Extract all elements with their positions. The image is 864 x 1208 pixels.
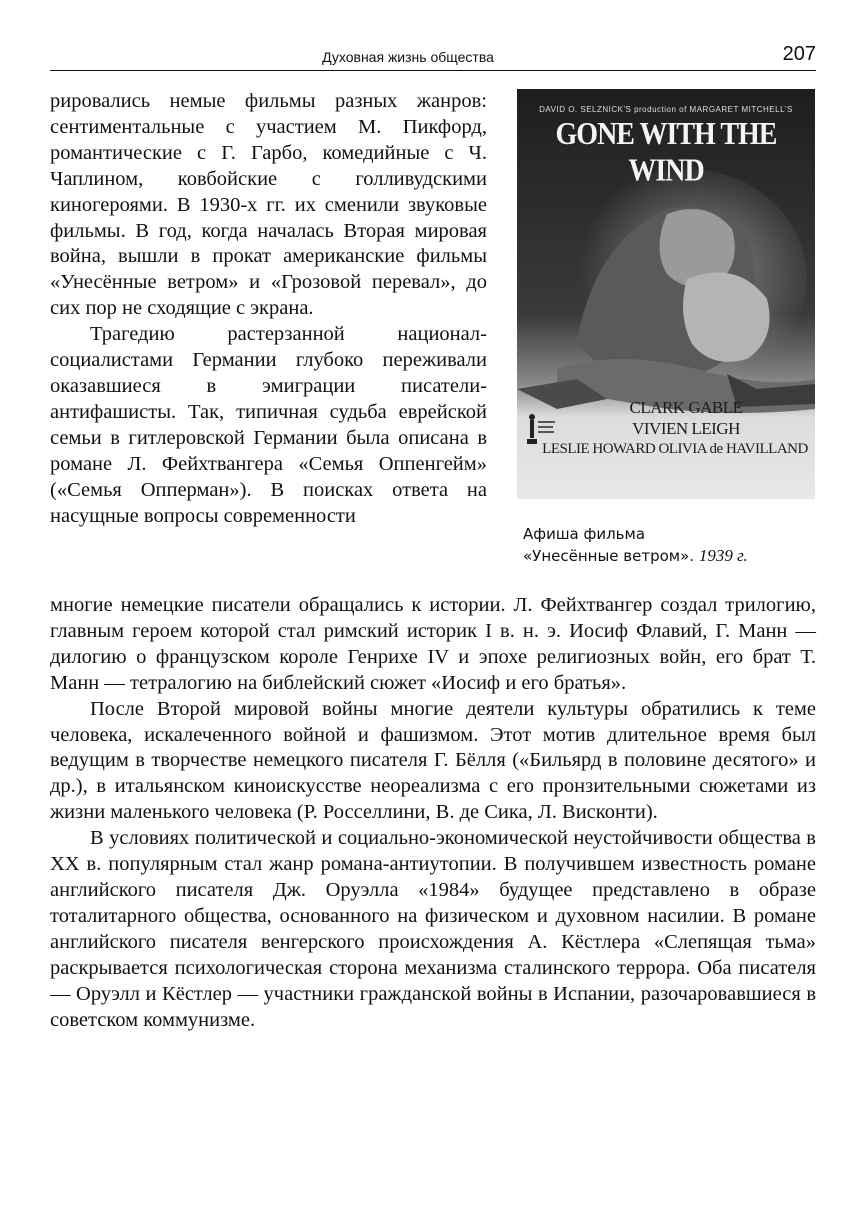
running-header bbox=[50, 40, 816, 71]
figure bbox=[517, 89, 817, 579]
poster-credit-line: DAVID O. SELZNICK'S production of MARGARET MITCHELL'S bbox=[539, 105, 793, 114]
poster-cast-name: LESLIE HOWARD OLIVIA de HAVILLAND bbox=[542, 441, 808, 457]
page-number: 207 bbox=[782, 43, 816, 65]
caption-year: 1939 г. bbox=[698, 546, 748, 565]
running-header-title: Духовная жизнь общества bbox=[322, 49, 494, 65]
body-text-narrow-column bbox=[50, 89, 487, 529]
movie-poster-image bbox=[517, 89, 815, 499]
caption-title: «Унесённые ветром». bbox=[523, 547, 695, 565]
caption-line bbox=[523, 545, 813, 567]
paragraph: многие немецкие писатели обращались к истории. Л. Фейхтвангер создал трилогию, главным героем которой стал римский историк I в. н. э. Иосиф Флавий, Г. Манн — дилогию о французском короле Генрихе IV и эпохе религиозных войн, его брат Т. Манн — тетралогию на библейский сюжет «Иосиф и его братья». bbox=[50, 594, 816, 694]
paragraph: рировались немые фильмы разных жанров: сентиментальные с участием М. Пикфорд, романтические с Г. Гарбо, комедийные с Ч. Чаплином, ковбойские с голливудскими киногероями. В 1930-х гг. их сменили звуковые фильмы. В год, когда началась Вторая мировая война, вышли в прокат американские фильмы «Унесённые ветром» и «Грозовой перевал», до сих пор не сходящие с экрана. bbox=[50, 90, 487, 320]
poster-title: GONE WITH THE WIND bbox=[555, 116, 777, 189]
poster-cast bbox=[517, 397, 815, 460]
paragraph: Трагедию растерзанной национал-социалистами Германии глубоко переживали оказавшиеся в эмиграции писатели-антифашисты. Так, типичная судьба еврейской семьи в гитлеровской Германии была описана в романе Л. Фейхтвангера «Семья Оппенгейм» («Семья Опперман»). В поисках ответа на насущные вопросы современности bbox=[50, 323, 487, 527]
paragraph: В условиях политической и социально-экономической неустойчивости общества в XX в. популярным стал жанр романа-антиутопии. В получившем известность романе английского писателя Дж. Оруэлла «1984» будущее представлено в образе тоталитарного общества, основанного на физическом и духовном насилии. В романе английского писателя венгерского происхождения А. Кёстлера «Слепящая тьма» раскрывается психологическая сторона механизма сталинского террора. Оба писателя — Оруэлл и Кёстлер — участники гражданской войны в Испании, разочаровавшиеся в советском коммунизме. bbox=[50, 827, 816, 1031]
caption-line: Афиша фильма bbox=[523, 525, 646, 543]
poster-cast-name: CLARK GABLE bbox=[629, 398, 743, 417]
figure-caption bbox=[523, 523, 813, 567]
paragraph: После Второй мировой войны многие деятели культуры обратились к теме человека, искалеченного войной и фашизмом. Этот мотив длительное время был ведущим в творчестве немецкого писателя Г. Бёлля («Бильярд в половине десятого» и др.), в итальянском киноискусстве неореализма с его пронзительными сюжетами из жизни маленького человека (Р. Росселлини, В. де Сика, Л. Висконти). bbox=[50, 697, 816, 824]
poster-cast-name: VIVIEN LEIGH bbox=[632, 419, 740, 438]
body-text-full-width bbox=[50, 593, 816, 1033]
